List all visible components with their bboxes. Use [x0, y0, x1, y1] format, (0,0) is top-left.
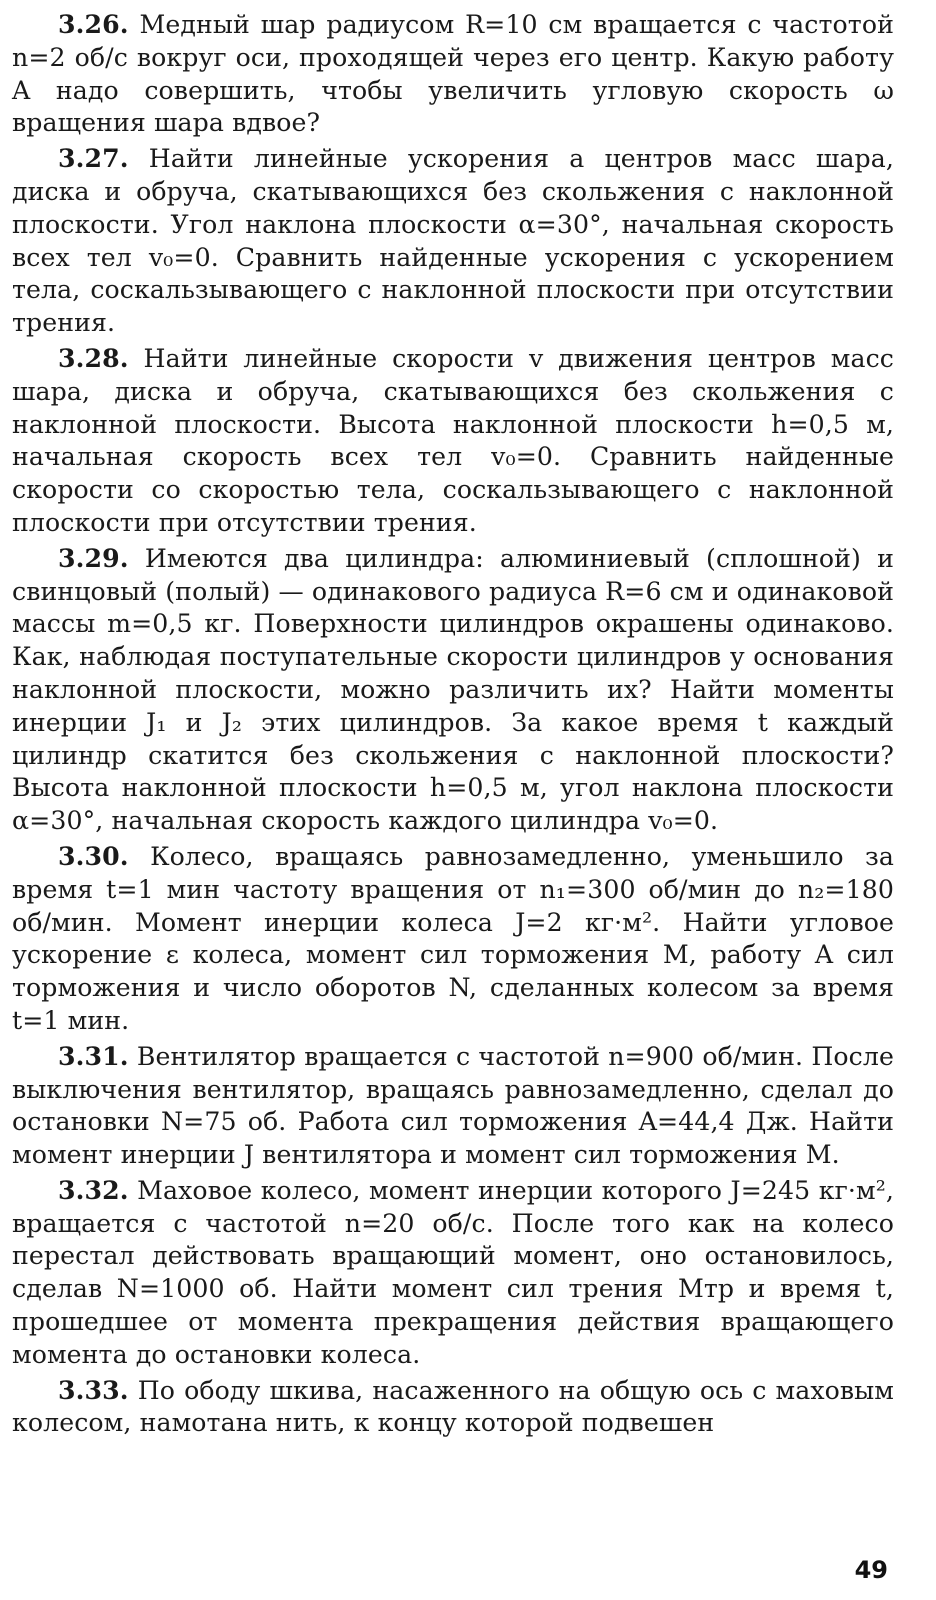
problem-number: 3.31.	[58, 1040, 129, 1071]
problem-text: Медный шар радиусом R=10 см вращается с частотой n=2 об/с вокруг оси, проходящей через его центр. Какую работу A надо совершить, чтобы увеличить угловую скорость ω вращения шара вдвое?	[12, 10, 894, 138]
problem-number: 3.26.	[58, 9, 129, 39]
problem-number: 3.32.	[58, 1174, 129, 1205]
problem-number: 3.29.	[58, 542, 129, 573]
problem-number: 3.33.	[58, 1374, 129, 1405]
problem-3-31	[12, 1040, 894, 1172]
problem-number: 3.30.	[58, 840, 129, 871]
problem-3-33	[12, 1374, 894, 1441]
problem-3-30	[12, 840, 894, 1038]
problem-text: Найти линейные ускорения a центров масс шара, диска и обруча, скатывающихся без скольжения с наклонной плоскости. Угол наклона плоскости α=30°, начальная скорость всех тел v₀=0. Сравнить найденные ускорения с ускорением тела, соскальзывающего с наклонной плоскости при отсутствии трения.	[12, 144, 895, 338]
problem-3-26	[12, 8, 894, 140]
problem-3-29	[12, 542, 894, 838]
problem-text: По ободу шкива, насаженного на общую ось с маховым колесом, намотана нить, к концу которой подвешен	[12, 1375, 895, 1438]
problem-text: Вентилятор вращается с частотой n=900 об/мин. После выключения вентилятор, вращаясь равнозамедленно, сделал до остановки N=75 об. Работа сил торможения A=44,4 Дж. Найти момент инерции J вентилятора и момент сил торможения M.	[12, 1041, 894, 1170]
textbook-page	[12, 8, 894, 1592]
problem-3-27	[12, 142, 894, 340]
problem-text: Имеются два цилиндра: алюминиевый (сплошной) и свинцовый (полый) — одинакового радиуса R=6 см и одинаковой массы m=0,5 кг. Поверхности цилиндров окрашены одинаково. Как, наблюдая поступательные скорости цилиндров у основания наклонной плоскости, можно различить их? Найти моменты инерции J₁ и J₂ этих цилиндров. За какое время t каждый цилиндр скатится без скольжения с наклонной плоскости? Высота наклонной плоскости h=0,5 м, угол наклона плоскости α=30°, начальная скорость каждого цилиндра v₀=0.	[12, 543, 894, 836]
problem-text: Маховое колесо, момент инерции которого J=245 кг·м², вращается с частотой n=20 об/с. После того как на колесо перестал действовать вращающий момент, оно остановилось, сделав N=1000 об. Найти момент сил трения Mтр и время t, прошедшее от момента прекращения действия вращающего момента до остановки колеса.	[12, 1175, 894, 1369]
problem-number: 3.27.	[58, 143, 129, 174]
problem-number: 3.28.	[58, 342, 129, 373]
problem-text: Найти линейные скорости v движения центров масс шара, диска и обруча, скатывающихся без скольжения с наклонной плоскости. Высота наклонной плоскости h=0,5 м, начальная скорость всех тел v₀=0. Сравнить найденные скорости со скоростью тела, соскальзывающего с наклонной плоскости при отсутствии трения.	[12, 343, 895, 537]
problem-3-28	[12, 342, 894, 540]
problem-text: Колесо, вращаясь равнозамедленно, уменьшило за время t=1 мин частоту вращения от n₁=300 об/мин до n₂=180 об/мин. Момент инерции колеса J=2 кг·м². Найти угловое ускорение ε колеса, момент сил торможения M, работу A сил торможения и число оборотов N, сделанных колесом за время t=1 мин.	[12, 841, 894, 1035]
page-number: 49	[854, 1556, 888, 1584]
problem-3-32	[12, 1174, 894, 1372]
